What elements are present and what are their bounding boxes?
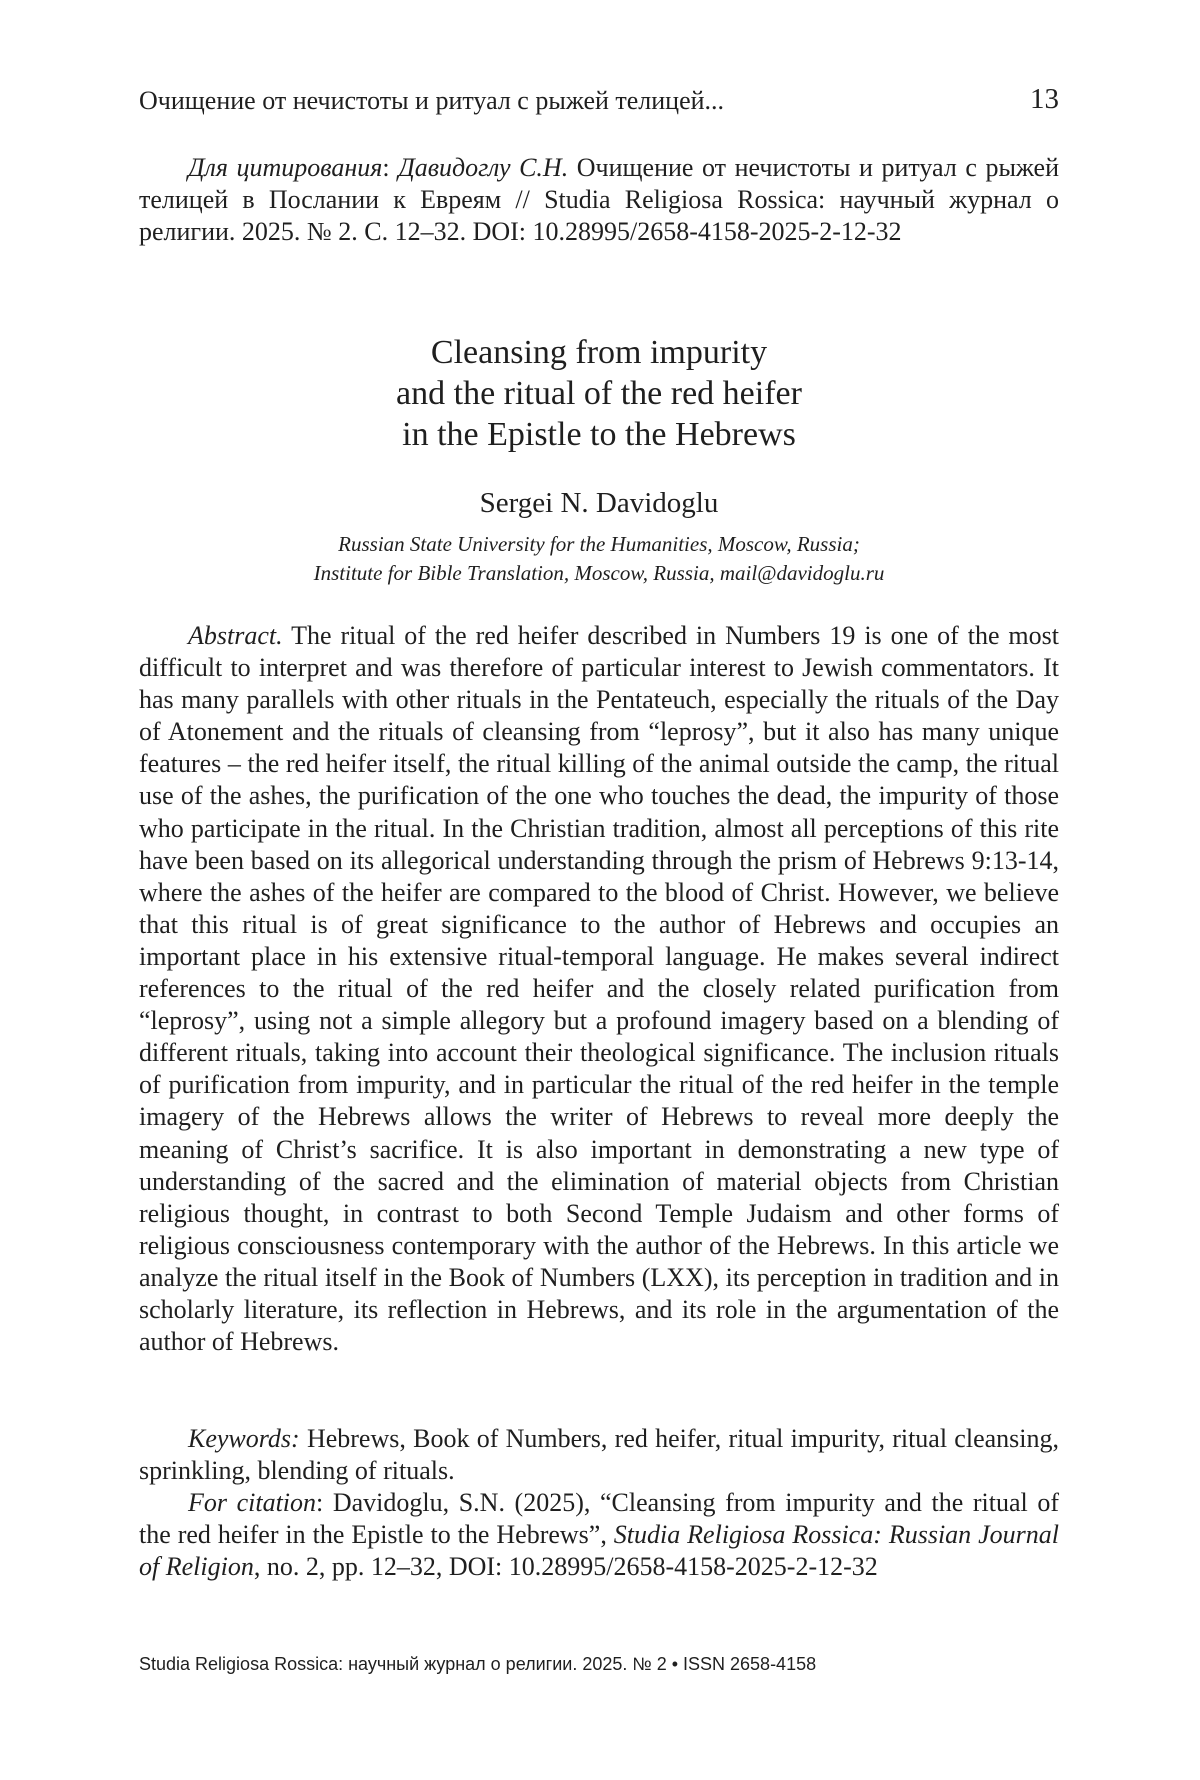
- article-title: [139, 332, 1059, 455]
- author-name: Sergei N. Davidoglu: [479, 487, 719, 519]
- citation-ru-label: Для цитирования: [188, 153, 383, 182]
- citation-en: [139, 1487, 1059, 1583]
- citation-en-text: : Davidoglu, S.N. (2025), “Cleansing from impurity and the ritual of the red heifer in the Epistle to the Hebrews”,: [139, 1488, 1059, 1549]
- citation-ru-text: Очищение от нечистоты и ритуал с рыжей телицей в Послании к Евреям // Studia Religiosa Rossica: научный журнал о религии. 2025. № 2. С. 12–32. DOI: 10.28995/2658-4158-2025-2-12-32: [139, 153, 1059, 246]
- abstract-text: The ritual of the red heifer described in Numbers 19 is one of the most difficult to interpret and was therefore of particular interest to Jewish commentators. It has many parallels with other rituals in the Pentateuch, especially the rituals of the Day of Atonement and the rituals of cleansing from “leprosy”, but it also has many unique features – the red heifer itself, the ritual killing of the animal outside the camp, the ritual use of the ashes, the purification of the one who touches the dead, the impurity of those who participate in the ritual. In the Christian tradition, almost all perceptions of this rite have been based on its allegorical understanding through the prism of Hebrews 9:13-14, where the ashes of the heifer are compared to the blood of Christ. However, we believe that this ritual is of great significance to the author of Hebrews and occupies an important place in his extensive ritual-temporal language. He makes several indirect references to the ritual of the red heifer and the closely related purification from “leprosy”, using not a simple allegory but a profound imagery based on a blending of different rituals, taking into account their theological significance. The inclusion rituals of purification from impurity, and in particular the ritual of the red heifer in the temple imagery of the Hebrews allows the writer of Hebrews to reveal more deeply the meaning of Christ’s sacrifice. It is also important in demonstrating a new type of understanding of the sacred and the elimination of material objects from Christian religious thought, in contrast to both Second Temple Judaism and other forms of religious consciousness contemporary with the author of the Hebrews. In this article we analyze the ritual itself in the Book of Numbers (LXX), its perception in tradition and in scholarly literature, its reflection in Hebrews, and its role in the argumentation of the author of Hebrews.: [139, 621, 1059, 1357]
- keywords: [139, 1423, 1059, 1487]
- citation-ru-author: Давидоглу С.Н.: [398, 153, 569, 182]
- abstract: [139, 620, 1059, 1358]
- title-line: Cleansing from impurity: [430, 334, 768, 371]
- abstract-label: Abstract.: [188, 621, 283, 650]
- page-footer: Studia Religiosa Rossica: научный журнал о религии. 2025. № 2 • ISSN 2658-4158: [139, 1654, 817, 1674]
- citation-en-journal: Studia Religiosa Rossica: Russian Journal of Religion: [139, 1520, 1060, 1581]
- keywords-label: Keywords:: [188, 1424, 300, 1453]
- title-line: and the ritual of the red heifer: [396, 375, 802, 412]
- citation-ru: Для цитирования: Давидоглу С.Н. Очищение от нечистоты и ритуал с рыжей телицей в Послании к Евреям // Studia Religiosa Rossica: научный журнал о религии. 2025. № 2. С. 12–32. DOI: 10.28995/2658-4158-2025-2-12-32: [139, 153, 1059, 246]
- author-affiliation: [139, 530, 1059, 588]
- citation-en-text-after: , no. 2, pp. 12–32, DOI: 10.28995/2658-4158-2025-2-12-32: [253, 1552, 878, 1581]
- title-line: in the Epistle to the Hebrews: [402, 416, 796, 453]
- affiliation-line: Russian State University for the Humanities, Moscow, Russia;: [338, 532, 860, 556]
- running-head: [139, 83, 1059, 126]
- affiliation-line: Institute for Bible Translation, Moscow, Russia, mail@davidoglu.ru: [313, 561, 885, 585]
- page-number: 13: [1030, 83, 1059, 115]
- keywords-text: Hebrews, Book of Numbers, red heifer, ritual impurity, ritual cleansing, sprinkling, blending of rituals.: [139, 1424, 1059, 1485]
- citation-en-label: For citation: [188, 1488, 317, 1517]
- running-title: Очищение от нечистоты и ритуал с рыжей телицей...: [139, 86, 725, 115]
